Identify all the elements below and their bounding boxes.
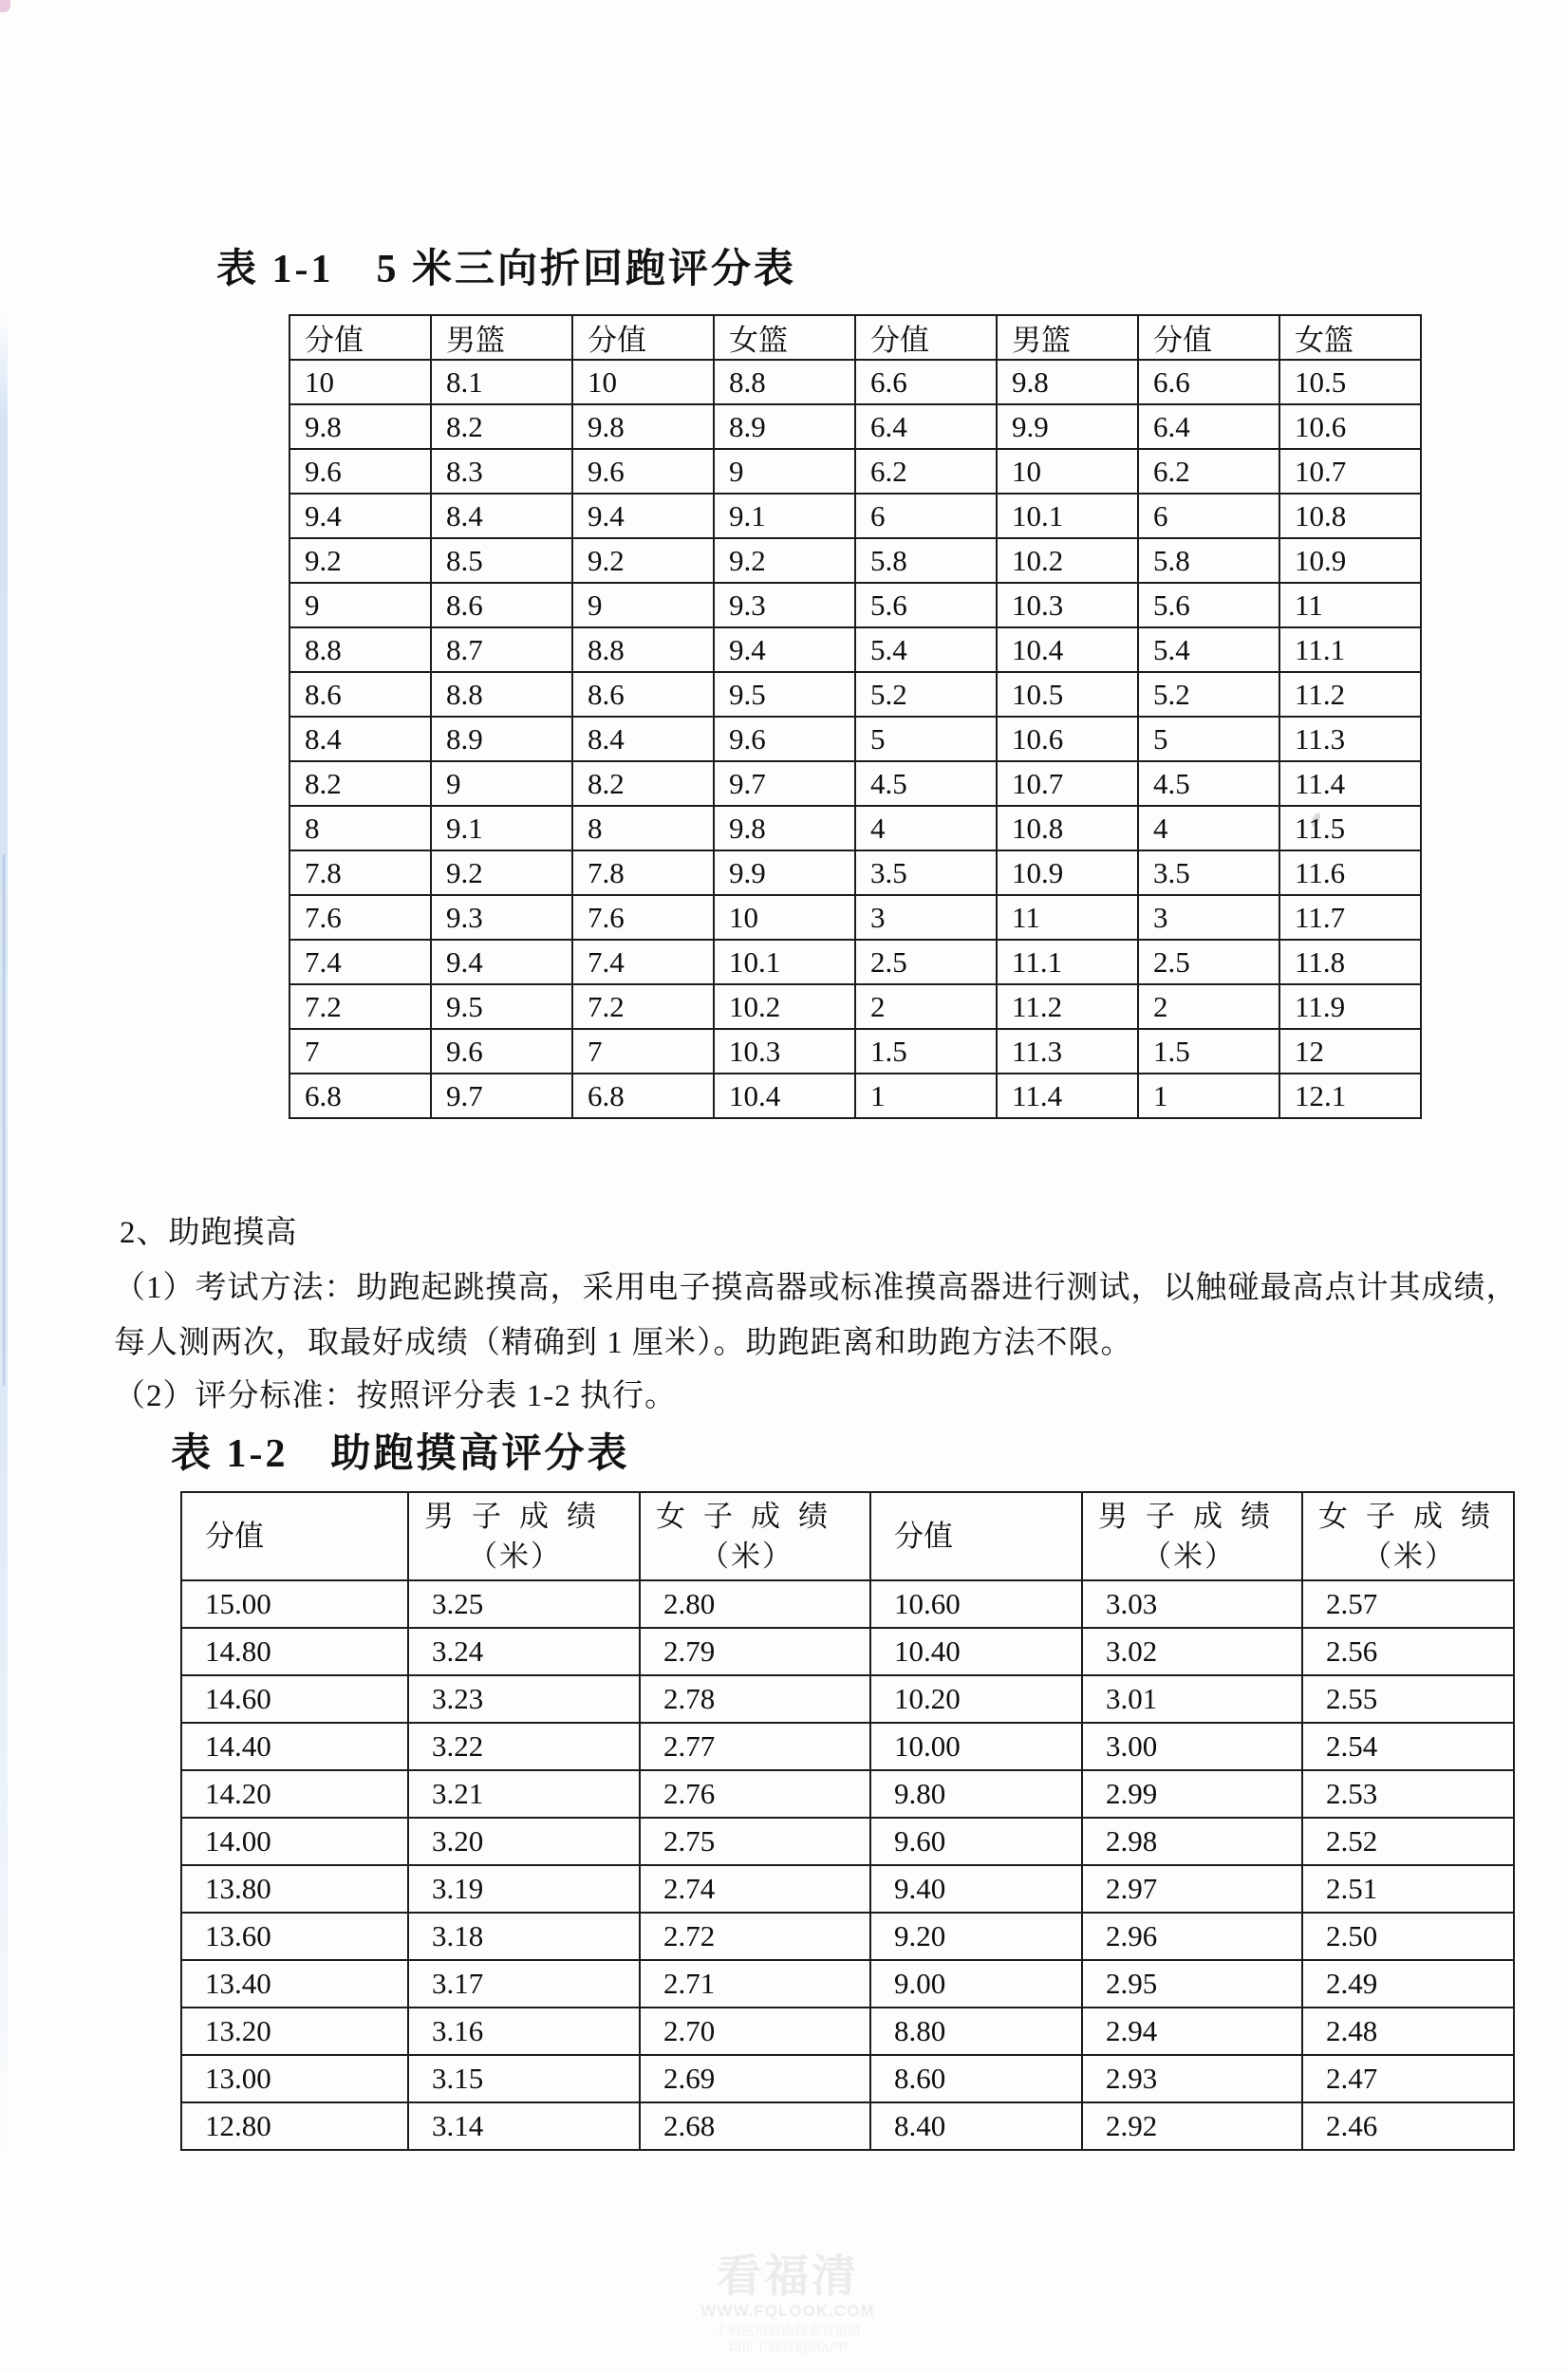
table2-title: 表 1-2 助跑摸高评分表 [171, 1432, 630, 1476]
table-cell: 10.4 [714, 1074, 855, 1118]
scan-corner-artifact [0, 0, 10, 12]
table-cell: 2.54 [1302, 1723, 1514, 1770]
table-cell: 15.00 [181, 1580, 408, 1628]
table-cell: 2.80 [640, 1580, 870, 1628]
table-cell: 12.1 [1279, 1074, 1421, 1118]
table-cell: 3.21 [408, 1770, 640, 1818]
table-cell: 2.52 [1302, 1818, 1514, 1865]
table-cell: 3.23 [408, 1675, 640, 1723]
column-header [1302, 1492, 1514, 1580]
table-cell: 11.8 [1279, 940, 1421, 984]
table-row [289, 850, 1421, 895]
table-cell: 11.1 [1279, 627, 1421, 672]
table-cell: 3.16 [408, 2008, 640, 2055]
table-cell: 10.9 [1279, 538, 1421, 583]
table-cell: 8.8 [289, 627, 431, 672]
table-cell: 8.4 [572, 717, 714, 761]
watermark-line2: 均可下载看福清APP [727, 2340, 848, 2355]
table-row [289, 761, 1421, 806]
table-cell: 11.3 [1279, 717, 1421, 761]
table-cell: 3 [855, 895, 997, 940]
column-header [181, 1492, 408, 1580]
table-cell: 10.3 [714, 1029, 855, 1074]
table-row [181, 1960, 1514, 2008]
table-cell: 7 [289, 1029, 431, 1074]
table-cell: 9.6 [289, 449, 431, 494]
table-row [181, 2008, 1514, 2055]
table-cell: 1 [1138, 1074, 1279, 1118]
table-cell: 3.5 [1138, 850, 1279, 895]
table-cell: 2.5 [1138, 940, 1279, 984]
column-header-label: 分值 [205, 1519, 264, 1553]
table-cell: 1.5 [1138, 1029, 1279, 1074]
table-cell: 11 [997, 895, 1138, 940]
table-cell: 6.2 [855, 449, 997, 494]
standard-text-line: （2）评分标准：按照评分表 1-2 执行。 [114, 1379, 677, 1413]
table-cell: 1 [855, 1074, 997, 1118]
table-cell: 6 [855, 494, 997, 538]
table-row [289, 984, 1421, 1029]
table-cell: 5.2 [855, 672, 997, 717]
watermark-line1: 手机应用商店搜索看福清 [715, 2323, 861, 2338]
table-cell: 9.7 [714, 761, 855, 806]
table-cell: 8.6 [572, 672, 714, 717]
method-text-line2: 每人测两次，取最好成绩（精确到 1 厘米）。助跑距离和助跑方法不限。 [114, 1326, 1133, 1360]
column-header: 分值 [855, 315, 997, 360]
table-cell: 2.49 [1302, 1960, 1514, 2008]
column-header: 分值 [572, 315, 714, 360]
table-cell: 3.14 [408, 2102, 640, 2150]
table-cell: 5.6 [1138, 583, 1279, 627]
table-cell: 8.4 [289, 717, 431, 761]
table-cell: 2 [855, 984, 997, 1029]
table-cell: 11.3 [997, 1029, 1138, 1074]
table-cell: 9.9 [714, 850, 855, 895]
table-row [181, 1580, 1514, 1628]
table-cell: 13.00 [181, 2055, 408, 2102]
table-cell: 10.40 [870, 1628, 1082, 1675]
table-cell: 7.4 [572, 940, 714, 984]
table-row [181, 1865, 1514, 1913]
table-cell: 14.00 [181, 1818, 408, 1865]
table-cell: 8.2 [431, 404, 572, 449]
table-cell: 2.70 [640, 2008, 870, 2055]
table-cell: 7.2 [572, 984, 714, 1029]
table-row [289, 717, 1421, 761]
table-cell: 5.8 [855, 538, 997, 583]
table-cell: 2.92 [1082, 2102, 1302, 2150]
column-header: 分值 [289, 315, 431, 360]
table-cell: 11.9 [1279, 984, 1421, 1029]
table-cell: 6.6 [1138, 360, 1279, 404]
table-cell: 5 [1138, 717, 1279, 761]
table-cell: 13.80 [181, 1865, 408, 1913]
table-cell: 8 [289, 806, 431, 850]
table-cell: 9.00 [870, 1960, 1082, 2008]
watermark-site: WWW.FQLOOK.COM [700, 2302, 875, 2320]
table-cell: 2 [1138, 984, 1279, 1029]
table-cell: 3.02 [1082, 1628, 1302, 1675]
table-cell: 8.8 [714, 360, 855, 404]
table-cell: 8.2 [289, 761, 431, 806]
table-cell: 2.47 [1302, 2055, 1514, 2102]
table-cell: 13.60 [181, 1913, 408, 1960]
table-cell: 9.80 [870, 1770, 1082, 1818]
table-row [181, 1628, 1514, 1675]
table-cell: 9.3 [431, 895, 572, 940]
table-cell: 5.4 [855, 627, 997, 672]
table-cell: 3 [1138, 895, 1279, 940]
table-cell: 2.77 [640, 1723, 870, 1770]
table-cell: 14.60 [181, 1675, 408, 1723]
table-cell: 3.01 [1082, 1675, 1302, 1723]
table-cell: 9.1 [714, 494, 855, 538]
table-row [181, 1675, 1514, 1723]
column-header [870, 1492, 1082, 1580]
table-cell: 10.00 [870, 1723, 1082, 1770]
table1-body [289, 360, 1421, 1118]
table-cell: 9.6 [572, 449, 714, 494]
table-cell: 10 [289, 360, 431, 404]
table-row [289, 672, 1421, 717]
table-cell: 8.40 [870, 2102, 1082, 2150]
table-row [289, 1029, 1421, 1074]
column-header-label: 男子成绩 [424, 1499, 614, 1533]
table-cell: 10.6 [1279, 404, 1421, 449]
table-cell: 2.78 [640, 1675, 870, 1723]
table-cell: 2.50 [1302, 1913, 1514, 1960]
table-cell: 8.7 [431, 627, 572, 672]
table-cell: 9.8 [997, 360, 1138, 404]
table-cell: 8.5 [431, 538, 572, 583]
table-cell: 3.03 [1082, 1580, 1302, 1628]
table-cell: 4.5 [855, 761, 997, 806]
table-row [289, 494, 1421, 538]
table-cell: 14.20 [181, 1770, 408, 1818]
column-header [640, 1492, 870, 1580]
table-cell: 8.8 [431, 672, 572, 717]
table-cell: 10.8 [997, 806, 1138, 850]
table-cell: 5 [855, 717, 997, 761]
column-header-unit: （米） [700, 1539, 793, 1573]
table-cell: 11 [1279, 583, 1421, 627]
table-cell: 12.80 [181, 2102, 408, 2150]
table-cell: 11.4 [997, 1074, 1138, 1118]
table2-header [181, 1492, 1514, 1580]
table-cell: 2.48 [1302, 2008, 1514, 2055]
table-cell: 2.55 [1302, 1675, 1514, 1723]
table-row [181, 1818, 1514, 1865]
table-cell: 6.8 [572, 1074, 714, 1118]
table-cell: 11.6 [1279, 850, 1421, 895]
table-cell: 7.6 [572, 895, 714, 940]
table-cell: 10.9 [997, 850, 1138, 895]
table-cell: 5.2 [1138, 672, 1279, 717]
table-cell: 10.8 [1279, 494, 1421, 538]
table-cell: 8.60 [870, 2055, 1082, 2102]
table-cell: 9 [714, 449, 855, 494]
table-cell: 9.6 [714, 717, 855, 761]
table-row [289, 627, 1421, 672]
table-cell: 1.5 [855, 1029, 997, 1074]
column-header-unit: （米） [1142, 1539, 1236, 1573]
table-row [289, 895, 1421, 940]
table-cell: 9.4 [572, 494, 714, 538]
table-cell: 10.20 [870, 1675, 1082, 1723]
column-header: 女篮 [1279, 315, 1421, 360]
table-cell: 10.7 [997, 761, 1138, 806]
table-cell: 8.6 [289, 672, 431, 717]
table-cell: 8.2 [572, 761, 714, 806]
table-cell: 10.3 [997, 583, 1138, 627]
table-cell: 7.4 [289, 940, 431, 984]
table-row [289, 1074, 1421, 1118]
table-cell: 9.2 [289, 538, 431, 583]
table-cell: 9.8 [289, 404, 431, 449]
column-header: 分值 [1138, 315, 1279, 360]
table-cell: 9.2 [714, 538, 855, 583]
table-cell: 2.5 [855, 940, 997, 984]
column-header: 男篮 [997, 315, 1138, 360]
table-cell: 3.00 [1082, 1723, 1302, 1770]
table-cell: 6 [1138, 494, 1279, 538]
table-cell: 10.2 [997, 538, 1138, 583]
table-row [181, 1723, 1514, 1770]
table-cell: 2.75 [640, 1818, 870, 1865]
table-cell: 2.76 [640, 1770, 870, 1818]
table-cell: 14.40 [181, 1723, 408, 1770]
table-cell: 7 [572, 1029, 714, 1074]
column-header-label: 分值 [894, 1519, 953, 1553]
table-cell: 7.8 [289, 850, 431, 895]
table-cell: 9.1 [431, 806, 572, 850]
table-cell: 2.95 [1082, 1960, 1302, 2008]
table-cell: 2.74 [640, 1865, 870, 1913]
table-cell: 11.2 [997, 984, 1138, 1029]
table-cell: 10.7 [1279, 449, 1421, 494]
table-row [181, 2102, 1514, 2150]
table-row [289, 583, 1421, 627]
table-cell: 9 [572, 583, 714, 627]
table-cell: 9.40 [870, 1865, 1082, 1913]
table-header-row [181, 1492, 1514, 1580]
watermark-brand: 看福清 [717, 2251, 859, 2301]
table-cell: 10.5 [997, 672, 1138, 717]
table-cell: 3.5 [855, 850, 997, 895]
section-heading: 2、助跑摸高 [120, 1216, 298, 1250]
table-cell: 9.20 [870, 1913, 1082, 1960]
table-cell: 3.19 [408, 1865, 640, 1913]
table-cell: 2.68 [640, 2102, 870, 2150]
table-cell: 2.79 [640, 1628, 870, 1675]
table-cell: 9.3 [714, 583, 855, 627]
table-cell: 7.6 [289, 895, 431, 940]
table-cell: 2.46 [1302, 2102, 1514, 2150]
column-header-label: 女子成绩 [656, 1499, 846, 1533]
column-header-label: 男子成绩 [1098, 1499, 1288, 1533]
table-cell: 10 [572, 360, 714, 404]
table1-header [289, 315, 1421, 360]
table-cell: 2.69 [640, 2055, 870, 2102]
table-cell: 10 [997, 449, 1138, 494]
table-cell: 11.7 [1279, 895, 1421, 940]
table-cell: 9.4 [714, 627, 855, 672]
table-cell: 3.17 [408, 1960, 640, 2008]
table-cell: 6.4 [1138, 404, 1279, 449]
table-cell: 6.4 [855, 404, 997, 449]
table-cell: 8.6 [431, 583, 572, 627]
table-cell: 2.72 [640, 1913, 870, 1960]
table-cell: 2.71 [640, 1960, 870, 2008]
table-cell: 2.98 [1082, 1818, 1302, 1865]
table-cell: 10.4 [997, 627, 1138, 672]
column-header [1082, 1492, 1302, 1580]
table-cell: 9.9 [997, 404, 1138, 449]
table-cell: 10.1 [714, 940, 855, 984]
column-header: 男篮 [431, 315, 572, 360]
table-cell: 8.3 [431, 449, 572, 494]
table-cell: 3.20 [408, 1818, 640, 1865]
column-header [408, 1492, 640, 1580]
table-cell: 8.80 [870, 2008, 1082, 2055]
column-header-unit: （米） [1362, 1539, 1456, 1573]
table-cell: 9.60 [870, 1818, 1082, 1865]
table-row [289, 538, 1421, 583]
table-cell: 10.60 [870, 1580, 1082, 1628]
table-cell: 2.94 [1082, 2008, 1302, 2055]
table-cell: 2.96 [1082, 1913, 1302, 1960]
table-cell: 10.2 [714, 984, 855, 1029]
table-cell: 2.53 [1302, 1770, 1514, 1818]
table-cell: 2.93 [1082, 2055, 1302, 2102]
table-cell: 2.97 [1082, 1865, 1302, 1913]
table-cell: 9 [289, 583, 431, 627]
table-cell: 9.5 [714, 672, 855, 717]
table-cell: 13.20 [181, 2008, 408, 2055]
table-cell: 9.4 [431, 940, 572, 984]
table-cell: 7.8 [572, 850, 714, 895]
table-cell: 8.1 [431, 360, 572, 404]
table-cell: 14.80 [181, 1628, 408, 1675]
table-cell: 2.56 [1302, 1628, 1514, 1675]
table-row [289, 806, 1421, 850]
table-cell: 9.5 [431, 984, 572, 1029]
table-cell: 6.6 [855, 360, 997, 404]
method-text-line1: （1）考试方法：助跑起跳摸高，采用电子摸高器或标准摸高器进行测试，以触碰最高点计其成绩， [114, 1271, 1519, 1305]
table-cell: 11.4 [1279, 761, 1421, 806]
table-cell: 9.2 [572, 538, 714, 583]
table-cell: 8.9 [714, 404, 855, 449]
table-cell: 5.6 [855, 583, 997, 627]
table-cell: 3.24 [408, 1628, 640, 1675]
table-header-row [289, 315, 1421, 360]
table-row [289, 404, 1421, 449]
table-cell: 10 [714, 895, 855, 940]
table-row [289, 360, 1421, 404]
table-cell: 10.1 [997, 494, 1138, 538]
table-cell: 13.40 [181, 1960, 408, 2008]
scan-edge-streak-core [3, 854, 5, 1386]
table-cell: 9.8 [572, 404, 714, 449]
table-row [181, 1913, 1514, 1960]
table-cell: 11.2 [1279, 672, 1421, 717]
column-header-unit: （米） [468, 1539, 562, 1573]
table-cell: 4 [855, 806, 997, 850]
table-cell: 4 [1138, 806, 1279, 850]
table-row [181, 1770, 1514, 1818]
table-cell: 2.99 [1082, 1770, 1302, 1818]
column-header-label: 女子成绩 [1318, 1499, 1508, 1533]
table-cell: 7.2 [289, 984, 431, 1029]
table-cell: 9.6 [431, 1029, 572, 1074]
table-cell: 11.1 [997, 940, 1138, 984]
touch-height-score-table [180, 1491, 1515, 2151]
table-cell: 3.25 [408, 1580, 640, 1628]
table-cell: 9.7 [431, 1074, 572, 1118]
table-cell: 10.5 [1279, 360, 1421, 404]
watermark [607, 2251, 968, 2356]
table-cell: 3.22 [408, 1723, 640, 1770]
table-cell: 3.18 [408, 1913, 640, 1960]
table-cell: 4.5 [1138, 761, 1279, 806]
table-cell: 2.57 [1302, 1580, 1514, 1628]
table-cell: 3.15 [408, 2055, 640, 2102]
table-cell: 8.4 [431, 494, 572, 538]
table-cell: 8.9 [431, 717, 572, 761]
table-row [289, 449, 1421, 494]
table-row [289, 940, 1421, 984]
table-cell: 8.8 [572, 627, 714, 672]
table-cell: 9.8 [714, 806, 855, 850]
table-cell: 5.8 [1138, 538, 1279, 583]
table2-body [181, 1580, 1514, 2150]
table1-title: 表 1-1 5 米三向折回跑评分表 [216, 248, 796, 291]
table-cell: 8 [572, 806, 714, 850]
table-cell: 11.5 [1279, 806, 1421, 850]
table-row [181, 2055, 1514, 2102]
table-cell: 9.2 [431, 850, 572, 895]
table-cell: 6.2 [1138, 449, 1279, 494]
table-cell: 2.51 [1302, 1865, 1514, 1913]
column-header: 女篮 [714, 315, 855, 360]
shuttle-run-score-table [289, 314, 1422, 1119]
table-cell: 12 [1279, 1029, 1421, 1074]
table-cell: 5.4 [1138, 627, 1279, 672]
table-cell: 10.6 [997, 717, 1138, 761]
table-cell: 9 [431, 761, 572, 806]
table-cell: 9.4 [289, 494, 431, 538]
table-cell: 6.8 [289, 1074, 431, 1118]
